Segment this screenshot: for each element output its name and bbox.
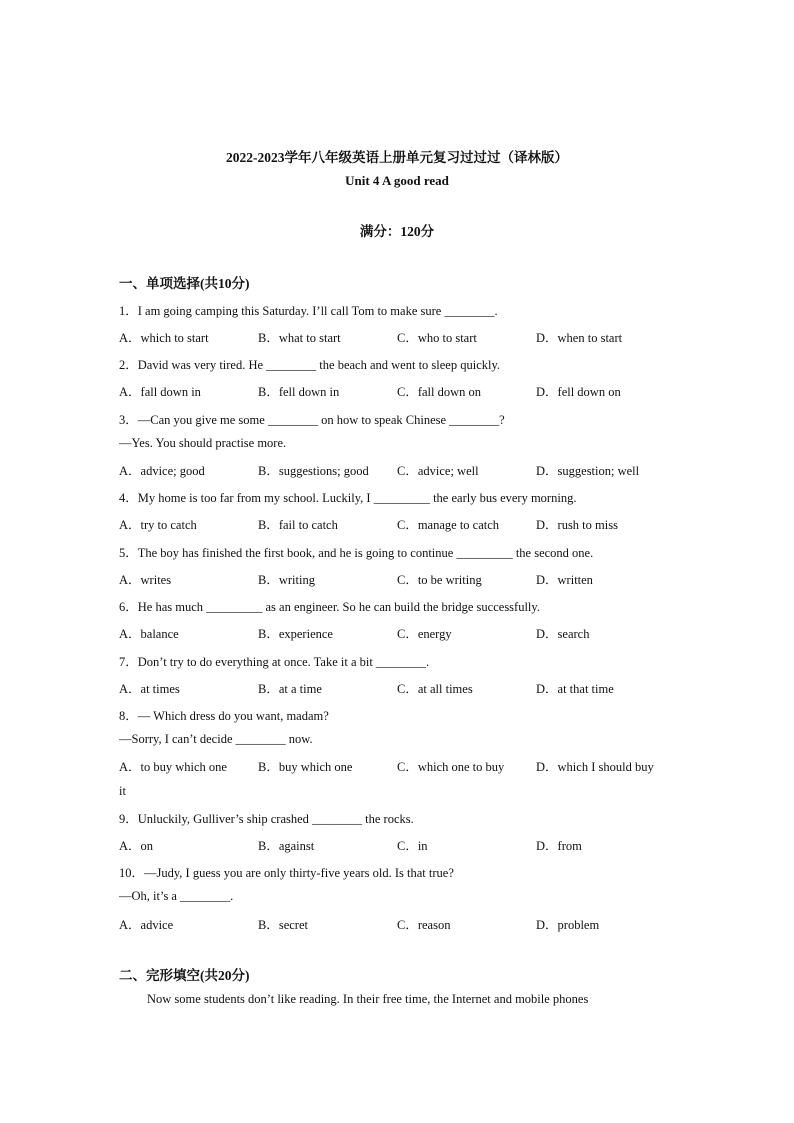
question-10-option-c: C．reason: [397, 918, 451, 932]
question-2-option-d: D．fell down on: [536, 385, 621, 399]
question-5-option-a: A．writes: [119, 573, 172, 587]
question-8-response: —Sorry, I can’t decide ________ now.: [119, 732, 313, 746]
question-10-option-a: A．advice: [119, 918, 174, 932]
question-8-option-d: D．which I should buy: [536, 760, 654, 774]
question-3-option-c: C．advice; well: [397, 464, 479, 478]
question-2-option-b: B．fell down in: [258, 385, 340, 399]
question-2-option-a: A．fall down in: [119, 385, 201, 399]
question-1-option-a: A．which to start: [119, 331, 209, 345]
cloze-paragraph: Now some students don’t like reading. In their free time, the Internet and mobile phones: [147, 992, 589, 1006]
question-7-stem: 7．Don’t try to do everything at once. Take it a bit ________.: [119, 655, 430, 669]
question-4-option-c: C．manage to catch: [397, 518, 500, 532]
question-5-option-c: C．to be writing: [397, 573, 482, 587]
section-heading-single-choice: 一、单项选择(共10分): [119, 276, 250, 291]
question-6-stem: 6．He has much _________ as an engineer. So he can build the bridge successfully.: [119, 600, 540, 614]
question-2-option-c: C．fall down on: [397, 385, 482, 399]
question-6-option-b: B．experience: [258, 627, 333, 641]
question-1-stem: 1．I am going camping this Saturday. I’ll call Tom to make sure ________.: [119, 304, 498, 318]
question-4-option-a: A．try to catch: [119, 518, 197, 532]
question-4-stem: 4．My home is too far from my school. Luckily, I _________ the early bus every morning.: [119, 491, 577, 505]
question-8-option-d-wrap: it: [119, 784, 126, 798]
question-4-option-b: B．fail to catch: [258, 518, 338, 532]
question-2-stem: 2．David was very tired. He ________ the beach and went to sleep quickly.: [119, 358, 501, 372]
question-7-option-a: A．at times: [119, 682, 180, 696]
question-7-option-b: B．at a time: [258, 682, 322, 696]
question-3-option-b: B．suggestions; good: [258, 464, 369, 478]
question-9-option-a: A．on: [119, 839, 154, 853]
question-1-option-c: C．who to start: [397, 331, 477, 345]
question-7-option-c: C．at all times: [397, 682, 473, 696]
question-4-option-d: D．rush to miss: [536, 518, 618, 532]
question-3-option-d: D．suggestion; well: [536, 464, 640, 478]
question-8-option-c: C．which one to buy: [397, 760, 505, 774]
score-line: 满分：120分: [359, 224, 435, 239]
unit-title: Unit 4 A good read: [345, 173, 449, 188]
question-10-stem: 10．—Judy, I guess you are only thirty-five years old. Is that true?: [119, 866, 454, 880]
question-5-stem: 5．The boy has finished the first book, and he is going to continue _________ the second one.: [119, 546, 594, 560]
question-10-option-b: B．secret: [258, 918, 308, 932]
question-6-option-c: C．energy: [397, 627, 452, 641]
question-10-response: —Oh, it’s a ________.: [119, 889, 234, 903]
question-1-option-d: D．when to start: [536, 331, 623, 345]
question-8-option-a: A．to buy which one: [119, 760, 227, 774]
question-6-option-d: D．search: [536, 627, 590, 641]
question-1-option-b: B．what to start: [258, 331, 341, 345]
question-9-option-b: B．against: [258, 839, 315, 853]
question-5-option-d: D．written: [536, 573, 593, 587]
question-3-response: —Yes. You should practise more.: [119, 436, 287, 450]
question-9-option-c: C．in: [397, 839, 428, 853]
question-8-stem: 8．— Which dress do you want, madam?: [119, 709, 329, 723]
document-title: 2022-2023学年八年级英语上册单元复习过过过（译林版）: [226, 150, 568, 165]
question-5-option-b: B．writing: [258, 573, 315, 587]
section-heading-cloze: 二、完形填空(共20分): [119, 968, 250, 983]
question-6-option-a: A．balance: [119, 627, 179, 641]
question-7-option-d: D．at that time: [536, 682, 614, 696]
question-9-stem: 9．Unluckily, Gulliver’s ship crashed ________ the rocks.: [119, 812, 414, 826]
question-8-option-b: B．buy which one: [258, 760, 353, 774]
question-9-option-d: D．from: [536, 839, 582, 853]
question-10-option-d: D．problem: [536, 918, 600, 932]
question-3-stem: 3．—Can you give me some ________ on how to speak Chinese ________?: [119, 413, 505, 427]
question-3-option-a: A．advice; good: [119, 464, 205, 478]
